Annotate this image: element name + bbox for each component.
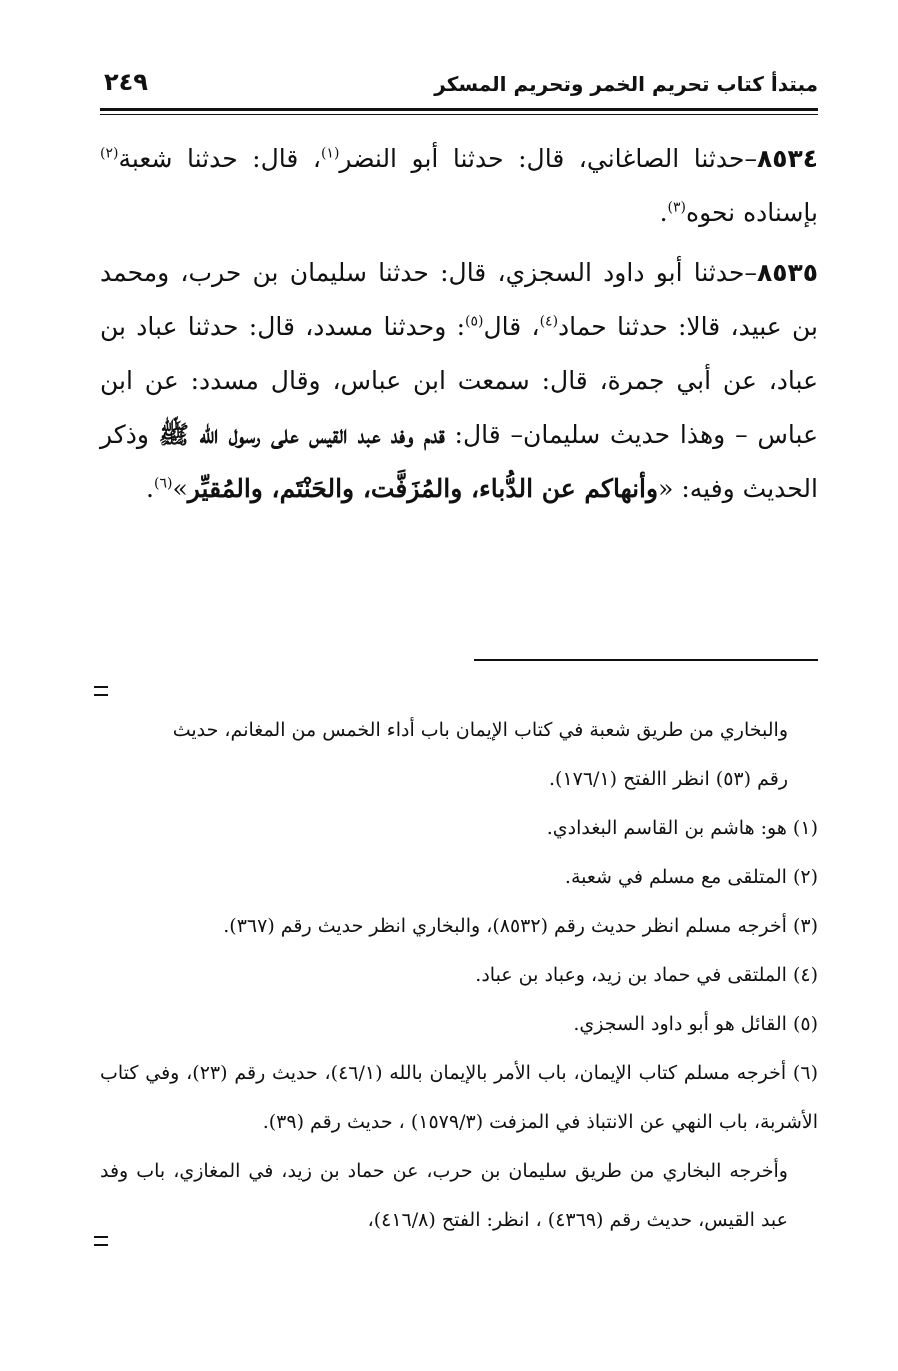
footnote-ref[interactable]: (٤) bbox=[539, 313, 559, 330]
footnote-ref[interactable]: (١) bbox=[320, 145, 340, 162]
footnotes bbox=[100, 706, 818, 1245]
header-rule bbox=[100, 108, 818, 111]
footnote-4: (٤) الملتقى في حماد بن زيد، وعباد بن عباد. bbox=[475, 964, 818, 986]
continuation-mark-bottom bbox=[94, 1236, 108, 1246]
continuation-mark-top bbox=[94, 686, 108, 696]
footnote-6-continuation: وأخرجه البخاري من طريق سليمان بن حرب، عن حماد بن زيد، في المغازي، باب وفد عبد القيس، حديث رقم (٤٣٦٩) ، انظر: الفتح (٤١٦/٨)، bbox=[100, 1160, 788, 1231]
footnote-continuation: والبخاري من طريق شعبة في كتاب الإيمان باب أداء الخمس من المغانم، حديث bbox=[172, 719, 788, 741]
hadith-number: ٨٥٣٥ bbox=[756, 258, 818, 287]
footnote-separator bbox=[474, 659, 818, 661]
hadith-number: ٨٥٣٤ bbox=[756, 144, 818, 173]
footnote-ref[interactable]: (٢) bbox=[100, 145, 119, 162]
footnote-2: (٢) المتلقى مع مسلم في شعبة. bbox=[564, 866, 818, 888]
footnote-ref[interactable]: (٦) bbox=[154, 475, 173, 492]
bold-hadith-text: وأنهاكم عن الدُّباء، والمُزَفَّت، والحَنْتَم، والمُقيِّر bbox=[187, 474, 659, 503]
running-title: مبتدأ كتاب تحريم الخمر وتحريم المسكر bbox=[434, 72, 818, 96]
bold-hadith-text: قدم وفد عبد القيس على رسول الله ﷺ bbox=[158, 420, 445, 449]
main-text bbox=[100, 132, 818, 522]
hadith-8534: ٨٥٣٤–حدثنا الصاغاني، قال: حدثنا أبو النضر$^{(١)}$، قال: حدثنا شعبة$^{(٢)}$ بإسناده نحوه$^{(٣)}$. bbox=[100, 144, 818, 227]
footnote-6: (٦) أخرجه مسلم كتاب الإيمان، باب الأمر بالإيمان بالله (٤٦/١)، حديث رقم (٢٣)، وفي كتاب الأشربة، باب النهي عن الانتباذ في المزفت (١٥٧٩/٣) ، حديث رقم (٣٩). bbox=[100, 1062, 818, 1133]
footnote-5: (٥) القائل هو أبو داود السجزي. bbox=[573, 1013, 818, 1035]
hadith-8535: ٨٥٣٥–حدثنا أبو داود السجزي، قال: حدثنا سليمان بن حرب، ومحمد بن عبيد، قالا: حدثنا حماد$^{(٤)}$، قال$^{(٥)}$: وحدثنا مسدد، قال: حدثنا عباد بن عباد، عن أبي جمرة، قال: سمعت ابن عباس، وقال مسدد: عن ابن عباس – وهذا حديث سليمان– قال: قدم وفد عبد القيس على رسول الله ﷺ وذكر الحديث وفيه: «وأنهاكم عن الدُّباء، والمُزَفَّت، والحَنْتَم، والمُقيِّر»$^{(٦)}$. bbox=[100, 258, 818, 503]
footnote-3: (٣) أخرجه مسلم انظر حديث رقم (٨٥٣٢)، والبخاري انظر حديث رقم (٣٦٧). bbox=[223, 915, 818, 937]
footnote-ref[interactable]: (٣) bbox=[667, 199, 687, 216]
footnote-continuation: رقم (٥٣) انظر االفتح (١٧٦/١). bbox=[548, 768, 788, 790]
page-number: ٢٤٩ bbox=[104, 68, 148, 96]
header-rule-thin bbox=[100, 114, 818, 115]
footnote-ref[interactable]: (٥) bbox=[465, 313, 484, 330]
footnote-1: (١) هو: هاشم بن القاسم البغدادي. bbox=[546, 817, 818, 839]
page-header bbox=[100, 68, 818, 112]
